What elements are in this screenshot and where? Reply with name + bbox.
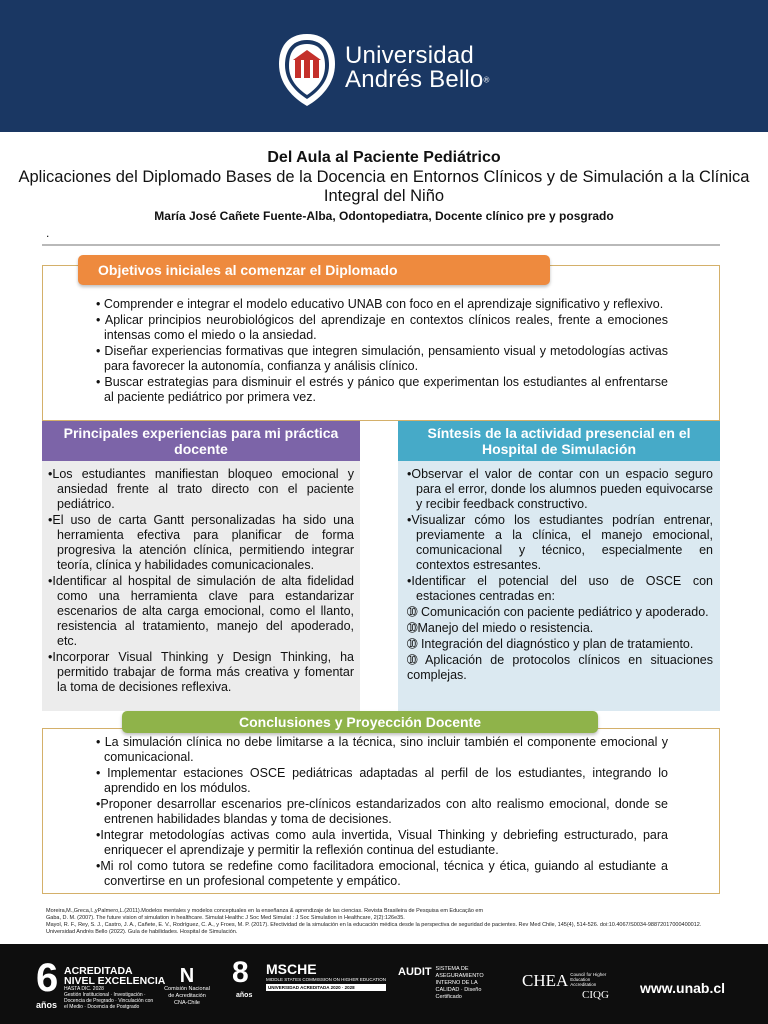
accreditation-years-label: años: [36, 1000, 58, 1010]
accreditation-until: HASTA DIC. 2028: [64, 986, 104, 992]
list-item: •El uso de carta Gantt personalizadas ha sido una herramienta efectiva para planificar de forma progresiva la atención clínica, permitiendo integrar teoría, clínica y habilidades comunicacionales.: [48, 513, 354, 572]
osce-station-item: ➉Manejo del miedo o resistencia.: [407, 621, 594, 635]
logo-wordmark: [345, 44, 490, 93]
logo-line-1: Universidad: [345, 42, 474, 69]
osce-station-item: ➉ Integración del diagnóstico y plan de tratamiento.: [407, 637, 694, 651]
list-item: •Proponer desarrollar escenarios pre-clínicos estandarizados con alto realismo emocional, donde se entrenen habilidades blandas y toma de decisiones.: [96, 797, 668, 826]
msche-title: MSCHE: [266, 961, 317, 977]
list-item: • Comprender e integrar el modelo educativo UNAB con foco en el aprendizaje significativo y reflexivo.: [96, 297, 664, 311]
poster-title-block: [0, 148, 768, 223]
reference-item: Mayol, R. F., Rey, S. J., Castro, J. A., Cañete, E. V., Rodríguez, C. A., y Froes, M. P. (2017). Efectividad de la simulación en la educación médica desde la perspectiva de seguridad de pacientes. Rev Med Chile, 145(4), 514-526. doi:10.4067/S0034-98872017000400012. Universidad Andrés Bello (2022). Guía de habilidades. Hospital de Simulación.: [46, 922, 702, 935]
poster-author: María José Cañete Fuente-Alba, Odontopediatra, Docente clínico pre y posgrado: [154, 209, 614, 223]
chea-mark: CHEA: [522, 971, 569, 990]
objetivos-list: [96, 297, 668, 406]
audit-text: SISTEMA DE ASEGURAMIENTO INTERNO DE LA CALIDAD · Diseño Certificado: [435, 966, 484, 1000]
cna-mark-icon: N: [179, 965, 195, 987]
stray-dot: .: [46, 226, 50, 240]
objetivos-heading: Objetivos iniciales al comenzar el Diplomado: [78, 255, 550, 285]
chea-text: Council for Higher Education Accreditation: [570, 972, 607, 987]
experiencias-heading: Principales experiencias para mi práctica docente: [42, 421, 360, 461]
conclusiones-heading: Conclusiones y Proyección Docente: [122, 711, 598, 733]
msche-years-label: años: [236, 992, 253, 999]
osce-station-item: ➉ Comunicación con paciente pediátrico y apoderado.: [407, 605, 709, 619]
conclusiones-list: [96, 735, 668, 890]
list-item: •Identificar al hospital de simulación de alta fidelidad como una herramienta clave para estandarizar escenarios de alta carga emocional, como el llanto, resistencia al tratamiento, manejo del apoderado, etc.: [48, 574, 354, 648]
website-link[interactable]: www.unab.cl: [640, 980, 726, 996]
accreditation-badge: [64, 966, 165, 1010]
university-logo[interactable]: [275, 30, 505, 110]
ciqg-mark: CIQG: [582, 989, 609, 1001]
accreditation-areas: Gestión Institucional · Investigación · Docencia de Pregrado · Vinculación con el Medio · Docencia de Postgrado: [64, 992, 154, 1010]
university-seal-icon: [275, 30, 339, 110]
msche-logo: [266, 962, 386, 991]
list-item: •Observar el valor de contar con un espacio seguro para el error, donde los alumnos pueden equivocarse y recibir feedback constructivo.: [407, 467, 713, 511]
msche-years-number: 8: [232, 956, 249, 989]
cna-text: Comisión Nacional de Acreditación CNA-Chile: [164, 986, 210, 1006]
list-item: •Identificar el potencial del uso de OSCE con estaciones centradas en:: [407, 574, 713, 603]
list-item: •Mi rol como tutora se redefine como facilitadora emocional, técnica y ética, guiando al estudiante a convertirse en un profesional competente y empático.: [96, 859, 668, 888]
logo-line-2: Andrés Bello®: [345, 66, 490, 93]
osce-station-item: ➉ Aplicación de protocolos clínicos en situaciones complejas.: [407, 653, 713, 682]
list-item: •Los estudiantes manifiestan bloqueo emocional y ansiedad frente al trato directo con el paciente pediátrico.: [48, 467, 354, 511]
registered-mark: ®: [483, 75, 490, 85]
audit-logo: [398, 966, 488, 1001]
poster-subtitle: Aplicaciones del Diplomado Bases de la Docencia en Entornos Clínicos y de Simulación a la Clínica Integral del Niño: [18, 168, 750, 205]
list-item: • Implementar estaciones OSCE pediátricas adaptadas al perfil de los estudiantes, integrando lo aprendido en los módulos.: [96, 766, 668, 795]
list-item: •Incorporar Visual Thinking y Design Thinking, ha permitido trabajar de forma más creativa y fomentar la toma de decisiones reflexiva.: [48, 650, 354, 694]
reference-item: Gaba, D. M. (2007). The future vision of simulation in healthcare. Simulat Healthc J Soc Med Simulat : J Soc Simulation in Healthcare, 2(2):126e35.: [46, 915, 405, 921]
list-item: •Integrar metodologías activas como aula invertida, Visual Thinking y debriefing estructurado, para enriquecer el aprendizaje y permitir la reflexión continua del estudiante.: [96, 828, 668, 857]
sintesis-heading: Síntesis de la actividad presencial en el Hospital de Simulación: [398, 421, 720, 461]
list-item: • Buscar estrategias para disminuir el estrés y pánico que experimentan los estudiantes al enfrentarse al paciente pediátrico por primera vez.: [96, 375, 668, 404]
accreditation-years-number: 6: [36, 956, 59, 1000]
accreditation-line-2: NIVEL EXCELENCIA: [64, 975, 166, 987]
experiencias-list: [48, 467, 354, 696]
msche-bar: UNIVERSIDAD ACREDITADA 2020 · 2028: [266, 984, 386, 991]
list-item: • Diseñar experiencias formativas que integren simulación, pensamiento visual y metodologías activas para favorecer la autonomía, confianza y análisis clínico.: [96, 344, 668, 373]
msche-subtitle: MIDDLE STATES COMMISSION ON HIGHER EDUCATION: [266, 977, 387, 982]
references: [46, 908, 726, 936]
poster-title: Del Aula al Paciente Pediátrico: [267, 149, 501, 166]
title-divider: [42, 244, 720, 246]
accreditation-line-1: ACREDITADA: [64, 965, 133, 977]
reference-item: Moreira,M.,Greca,I.,yPalmero,L.(2011).Modelos mentales y modelos conceptuales en la enseñanza & aprendizaje de las ciencias. Revista Brasileira de Pesquisa em Educação em: [46, 908, 484, 914]
list-item: • La simulación clínica no debe limitarse a la técnica, sino incluir también el componente emocional y comunicacional.: [96, 735, 668, 764]
audit-mark: AUDIT: [398, 966, 432, 978]
sintesis-list: [407, 467, 713, 684]
list-item: •Visualizar cómo los estudiantes podrían entrenar, previamente a la clínica, el manejo emocional, comunicacional y técnico, especialmente en contextos estresantes.: [407, 513, 713, 572]
footer-accreditation-bar: [0, 944, 768, 1024]
header-banner: [0, 0, 768, 132]
chea-logo: [522, 972, 614, 1001]
list-item: • Aplicar principios neurobiológicos del aprendizaje en contextos clínicos reales, frente a emociones intensas como el miedo o la ansiedad.: [96, 313, 668, 342]
cna-logo: [162, 966, 212, 1007]
